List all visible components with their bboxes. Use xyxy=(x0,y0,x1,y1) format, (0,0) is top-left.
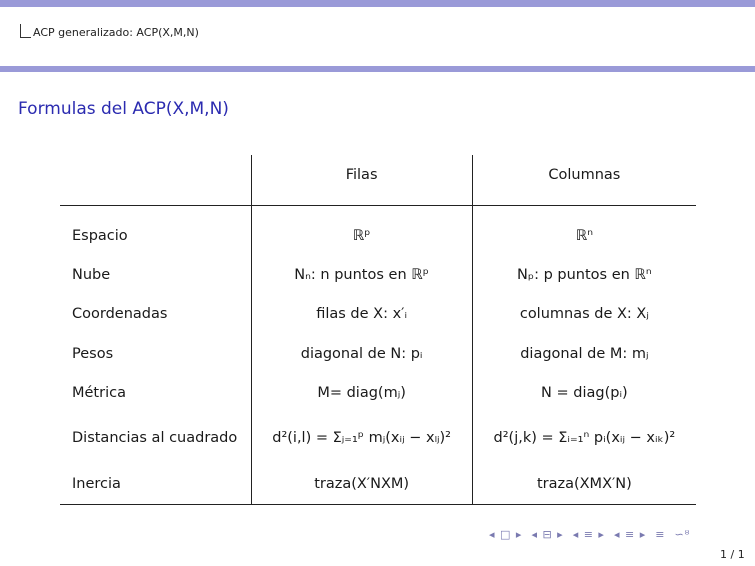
table-row xyxy=(60,464,696,504)
nav-search-icon[interactable]: ∽ᴽ xyxy=(674,528,691,541)
cell-columnas: Nₚ: p puntos en ℝⁿ xyxy=(472,255,696,294)
cell-filas: M= diag(mⱼ) xyxy=(251,373,472,412)
row-label: Métrica xyxy=(72,384,126,401)
title-divider xyxy=(0,66,755,72)
breadcrumb xyxy=(20,24,199,39)
nav-section-button[interactable]: ◂ ⊟ ▸ xyxy=(531,528,564,541)
table-row xyxy=(60,373,696,412)
cell-filas: ℝᵖ xyxy=(251,216,472,255)
header-bar xyxy=(0,0,755,7)
cell-columnas: traza(XMX′N) xyxy=(472,464,696,504)
table-row xyxy=(60,255,696,294)
table-row xyxy=(60,334,696,373)
header-empty xyxy=(60,155,251,195)
row-label: Inercia xyxy=(60,464,251,504)
tree-corner-icon xyxy=(20,24,31,38)
cell-columnas: columnas de X: Xⱼ xyxy=(472,295,696,334)
cell-columnas: diagonal de M: mⱼ xyxy=(472,334,696,373)
nav-align-icon[interactable]: ≡ xyxy=(655,528,666,541)
table-row xyxy=(60,412,696,464)
page-title: Formulas del ACP(X,M,N) xyxy=(18,99,229,119)
cell-filas: d²(i,l) = Σⱼ₌₁ᵖ mⱼ(xᵢⱼ − xₗⱼ)² xyxy=(251,412,472,464)
cell-filas: traza(X′NXM) xyxy=(251,464,472,504)
cell-filas: diagonal de N: pᵢ xyxy=(251,334,472,373)
cell-columnas: d²(j,k) = Σᵢ₌₁ⁿ pᵢ(xᵢⱼ − xᵢₖ)² xyxy=(472,412,696,464)
cell-filas: Nₙ: n puntos en ℝᵖ xyxy=(251,255,472,294)
formulas-table xyxy=(60,155,696,505)
cell-filas: filas de X: x′ᵢ xyxy=(251,295,472,334)
row-label: Espacio xyxy=(72,227,128,244)
nav-frame-button[interactable]: ◂ □ ▸ xyxy=(489,528,523,541)
row-label: Distancias al cuadrado xyxy=(72,430,238,447)
row-label: Pesos xyxy=(72,345,114,362)
nav-subsection-next-button[interactable]: ◂ ≡ ▸ xyxy=(613,528,647,541)
row-label: Nube xyxy=(72,266,111,283)
beamer-navigation xyxy=(489,528,691,541)
page-number: 1 / 1 xyxy=(720,548,745,561)
table-row xyxy=(60,216,696,255)
breadcrumb-text: ACP generalizado: ACP(X,M,N) xyxy=(33,26,199,39)
header-columnas: Columnas xyxy=(472,155,696,195)
row-label: Coordenadas xyxy=(72,306,168,323)
nav-subsection-button[interactable]: ◂ ≡ ▸ xyxy=(572,528,605,541)
header-filas: Filas xyxy=(251,155,472,195)
table-row xyxy=(60,295,696,334)
cell-columnas: ℝⁿ xyxy=(472,216,696,255)
cell-columnas: N = diag(pᵢ) xyxy=(472,373,696,412)
